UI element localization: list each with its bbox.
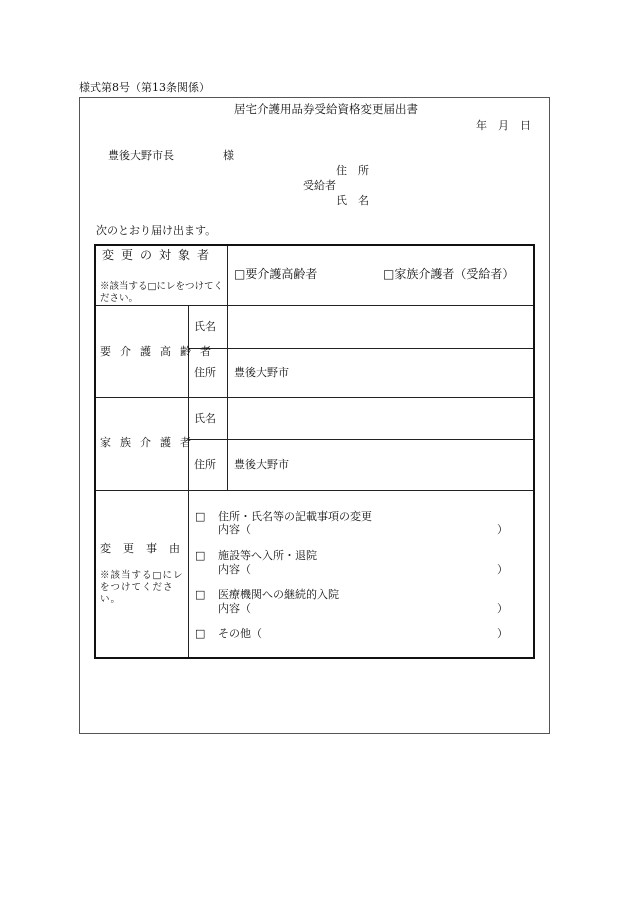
applicant-address-label: 住 所 bbox=[336, 164, 369, 177]
row-divider bbox=[189, 439, 533, 440]
reason-checkbox[interactable]: □ bbox=[195, 510, 206, 523]
reason-item-text: 医療機関への継続的入院 bbox=[218, 588, 339, 601]
elderly-label: 要介護高齢者 bbox=[100, 345, 220, 358]
reason-label: 変更事由 bbox=[100, 542, 192, 555]
form-number: 様式第8号（第13条関係） bbox=[79, 81, 210, 94]
reason-item-close: ） bbox=[497, 627, 508, 640]
caregiver-address-label: 住所 bbox=[194, 458, 216, 471]
option-caregiver[interactable]: □家族介護者（受給者） bbox=[383, 267, 515, 281]
reason-item-detail: 内容（ bbox=[218, 563, 251, 576]
reason-item-close: ） bbox=[497, 602, 508, 615]
reason-item-close: ） bbox=[497, 563, 508, 576]
target-note: ※該当する□にレをつけてください。 bbox=[100, 281, 223, 304]
row-divider bbox=[189, 348, 533, 349]
date-line: 年 月 日 bbox=[476, 119, 531, 132]
elderly-address-value: 豊後大野市 bbox=[234, 366, 289, 379]
reason-note: ※該当する□にレをつけてください。 bbox=[100, 570, 184, 605]
col-divider bbox=[227, 305, 228, 490]
applicant-name-label: 氏 名 bbox=[336, 194, 369, 207]
reason-item-text: 施設等へ入所・退院 bbox=[218, 549, 317, 562]
caregiver-address-value: 豊後大野市 bbox=[234, 458, 289, 471]
reason-checkbox[interactable]: □ bbox=[195, 549, 206, 562]
reason-checkbox[interactable]: □ bbox=[195, 588, 206, 601]
row-divider bbox=[96, 305, 533, 306]
reason-item-close: ） bbox=[497, 523, 508, 536]
target-header: 変更の対象者 bbox=[102, 248, 217, 262]
form-title: 居宅介護用品券受給資格変更届出書 bbox=[234, 102, 418, 116]
row-divider bbox=[96, 490, 533, 491]
reason-item-detail: 内容（ bbox=[218, 602, 251, 615]
intro-text: 次のとおり届け出ます。 bbox=[96, 224, 217, 237]
caregiver-label: 家族介護者 bbox=[100, 436, 200, 449]
reason-checkbox[interactable]: □ bbox=[195, 627, 206, 640]
reason-item-detail: 内容（ bbox=[218, 523, 251, 536]
elderly-address-label: 住所 bbox=[194, 366, 216, 379]
reason-item-text: 住所・氏名等の記載事項の変更 bbox=[218, 510, 372, 523]
applicant-role-label: 受給者 bbox=[303, 179, 336, 192]
addressee: 豊後大野市長 bbox=[108, 149, 174, 162]
caregiver-name-label: 氏名 bbox=[194, 412, 216, 425]
addressee-honorific: 様 bbox=[223, 149, 234, 162]
elderly-name-label: 氏名 bbox=[194, 320, 216, 333]
row-divider bbox=[96, 397, 533, 398]
col-divider bbox=[227, 246, 228, 305]
option-elderly[interactable]: □要介護高齢者 bbox=[234, 267, 318, 281]
reason-item-text: その他（ bbox=[218, 627, 262, 640]
